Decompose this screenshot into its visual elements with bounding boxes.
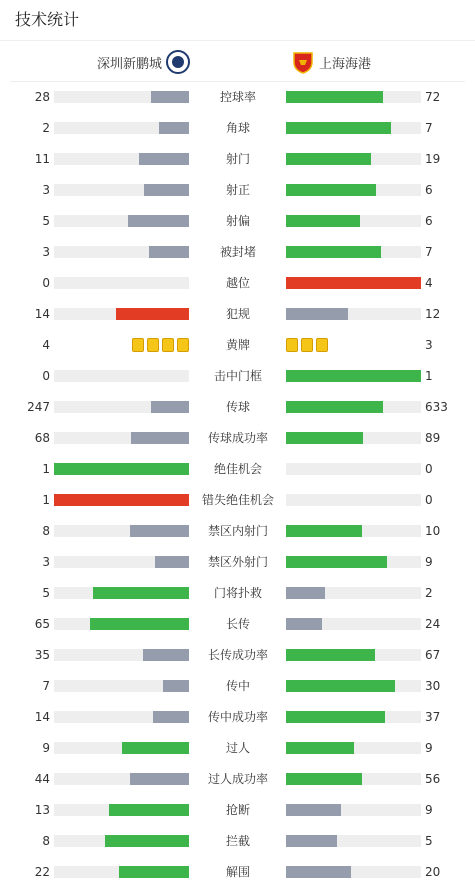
home-bar-fill [153,711,189,723]
away-value: 0 [425,462,433,476]
stat-row [0,236,475,267]
yellow-card-icon [301,338,313,352]
away-bar-track [286,308,421,320]
away-yellow-cards [286,338,328,352]
away-bar-track [286,866,421,878]
home-bar-track [54,246,189,258]
stat-row [0,639,475,670]
away-value: 633 [425,400,448,414]
home-bar-fill [159,122,189,134]
stat-row [0,360,475,391]
stat-label: 传球 [225,400,250,414]
away-value: 5 [425,834,433,848]
home-value: 22 [34,865,50,879]
away-value: 1 [425,369,433,383]
stat-row [0,608,475,639]
home-bar-track [54,401,189,413]
away-value: 19 [425,152,441,166]
away-bar-fill [286,804,341,816]
away-bar-fill [286,680,395,692]
stat-row [0,174,475,205]
home-value: 1 [42,493,50,507]
home-bar-fill [90,618,189,630]
home-value: 3 [42,555,50,569]
home-bar-track [54,649,189,661]
stat-label: 过人 [225,741,250,755]
stat-row [0,515,475,546]
home-bar-track [54,587,189,599]
stat-row [0,825,475,856]
home-value: 8 [42,524,50,538]
away-bar-fill [286,215,360,227]
stats-list [0,81,475,887]
stat-label: 角球 [225,121,250,135]
home-bar-fill [163,680,189,692]
home-bar-track [54,215,189,227]
away-value: 12 [425,307,441,321]
away-bar-fill [286,122,391,134]
stat-label: 长传 [225,617,250,631]
stat-label: 击中门框 [213,369,262,383]
home-bar-fill [130,773,189,785]
stat-row [0,112,475,143]
stat-label: 拦截 [225,834,250,848]
home-bar-fill [122,742,190,754]
home-bar-fill [131,432,189,444]
home-value: 35 [34,648,50,662]
stat-row [0,546,475,577]
away-team-name: 上海海港 [319,56,372,72]
home-value: 3 [42,245,50,259]
away-bar-track [286,215,421,227]
home-bar-track [54,463,189,475]
yellow-card-icon [316,338,328,352]
home-bar-track [54,432,189,444]
home-value: 68 [34,431,50,445]
away-bar-fill [286,618,322,630]
away-bar-fill [286,866,351,878]
away-value: 89 [425,431,441,445]
home-value: 13 [34,803,50,817]
stat-row [0,732,475,763]
away-bar-fill [286,246,381,258]
stat-row [0,453,475,484]
away-value: 9 [425,803,433,817]
away-bar-track [286,184,421,196]
yellow-card-icon [147,338,159,352]
stat-label: 错失绝佳机会 [201,493,274,507]
away-value: 7 [425,121,433,135]
home-bar-fill [149,246,190,258]
away-bar-track [286,525,421,537]
shanghai-port-crest-icon [292,50,314,74]
home-value: 4 [42,338,50,352]
away-bar-fill [286,370,421,382]
away-bar-fill [286,773,362,785]
stat-label: 射门 [225,152,250,166]
away-bar-track [286,153,421,165]
stat-row [0,143,475,174]
stat-row [0,670,475,701]
away-bar-track [286,680,421,692]
home-bar-track [54,866,189,878]
home-value: 65 [34,617,50,631]
away-bar-fill [286,587,325,599]
home-bar-fill [116,308,189,320]
away-value: 4 [425,276,433,290]
away-bar-track [286,432,421,444]
stat-label: 禁区内射门 [207,524,268,538]
stat-row [0,701,475,732]
stat-label: 绝佳机会 [213,462,262,476]
away-bar-track [286,277,421,289]
home-bar-track [54,370,189,382]
home-value: 44 [34,772,50,786]
stat-label: 抢断 [225,803,250,817]
away-team[interactable] [292,47,371,77]
away-value: 56 [425,772,441,786]
home-bar-track [54,680,189,692]
stat-row [0,422,475,453]
away-value: 6 [425,183,433,197]
home-bar-track [54,494,189,506]
home-bar-fill [143,649,189,661]
stat-row [0,329,475,360]
away-bar-track [286,773,421,785]
title-divider [0,40,475,41]
yellow-card-icon [132,338,144,352]
away-bar-fill [286,525,362,537]
stat-label: 被封堵 [219,245,256,259]
home-bar-fill [93,587,189,599]
away-value: 6 [425,214,433,228]
page-title: 技术统计 [15,10,80,29]
away-value: 20 [425,865,441,879]
home-value: 5 [42,586,50,600]
yellow-card-icon [286,338,298,352]
away-value: 30 [425,679,441,693]
stat-label: 越位 [225,276,250,290]
away-bar-track [286,649,421,661]
away-bar-track [286,494,421,506]
stat-row [0,267,475,298]
home-team[interactable] [97,47,190,77]
away-bar-track [286,401,421,413]
away-bar-fill [286,308,348,320]
home-bar-track [54,91,189,103]
home-bar-fill [105,835,189,847]
home-bar-track [54,618,189,630]
stat-label: 传球成功率 [207,431,268,445]
stat-row [0,484,475,515]
stat-label: 射偏 [225,214,250,228]
home-bar-track [54,525,189,537]
away-bar-fill [286,91,383,103]
away-bar-fill [286,649,375,661]
away-value: 10 [425,524,441,538]
away-bar-fill [286,401,383,413]
home-bar-fill [144,184,189,196]
home-value: 3 [42,183,50,197]
home-bar-track [54,308,189,320]
away-value: 2 [425,586,433,600]
away-bar-track [286,711,421,723]
away-value: 3 [425,338,433,352]
home-value: 2 [42,121,50,135]
away-value: 72 [425,90,441,104]
away-bar-track [286,91,421,103]
away-bar-track [286,122,421,134]
away-value: 0 [425,493,433,507]
away-value: 9 [425,555,433,569]
stat-row [0,391,475,422]
stat-row [0,794,475,825]
home-value: 0 [42,276,50,290]
away-value: 37 [425,710,441,724]
home-value: 7 [42,679,50,693]
stat-label: 控球率 [219,90,256,104]
home-bar-track [54,184,189,196]
away-bar-fill [286,432,363,444]
home-bar-fill [139,153,189,165]
away-bar-track [286,246,421,258]
home-bar-fill [151,401,189,413]
home-bar-track [54,711,189,723]
away-bar-track [286,370,421,382]
home-bar-fill [155,556,189,568]
stat-label: 禁区外射门 [207,555,268,569]
home-value: 14 [34,307,50,321]
stat-label: 长传成功率 [207,648,268,662]
home-value: 9 [42,741,50,755]
stat-label: 传中成功率 [207,710,268,724]
home-bar-track [54,804,189,816]
stat-label: 解围 [225,865,250,879]
away-value: 67 [425,648,441,662]
stat-row [0,205,475,236]
home-bar-track [54,556,189,568]
stat-row [0,763,475,794]
stat-label: 射正 [225,183,250,197]
home-value: 11 [34,152,50,166]
away-bar-fill [286,184,376,196]
home-bar-track [54,773,189,785]
home-bar-fill [54,463,189,475]
home-bar-track [54,835,189,847]
stat-row [0,856,475,887]
stat-label: 传中 [225,679,250,693]
away-bar-track [286,835,421,847]
home-value: 1 [42,462,50,476]
away-bar-fill [286,711,385,723]
home-value: 14 [34,710,50,724]
home-value: 28 [34,90,50,104]
home-value: 0 [42,369,50,383]
home-value: 8 [42,834,50,848]
away-bar-track [286,742,421,754]
away-bar-track [286,556,421,568]
home-value: 5 [42,214,50,228]
home-bar-fill [119,866,189,878]
home-bar-fill [130,525,189,537]
team-header [10,47,465,77]
home-bar-track [54,277,189,289]
stat-label: 过人成功率 [207,772,268,786]
home-bar-track [54,742,189,754]
stat-label: 犯规 [225,307,250,321]
away-bar-fill [286,277,421,289]
away-bar-fill [286,153,371,165]
away-bar-track [286,463,421,475]
away-value: 24 [425,617,441,631]
home-yellow-cards [132,338,189,352]
yellow-card-icon [162,338,174,352]
away-bar-fill [286,742,354,754]
stat-row [0,81,475,112]
away-value: 7 [425,245,433,259]
stat-row [0,577,475,608]
home-bar-fill [128,215,189,227]
home-bar-track [54,122,189,134]
home-bar-fill [151,91,189,103]
home-bar-track [54,153,189,165]
home-value: 247 [27,400,50,414]
away-bar-fill [286,556,387,568]
away-bar-track [286,618,421,630]
away-value: 9 [425,741,433,755]
yellow-card-icon [177,338,189,352]
stat-label: 黄牌 [225,338,250,352]
away-bar-track [286,804,421,816]
away-bar-fill [286,835,337,847]
home-bar-fill [54,494,189,506]
shenzhen-xinpengcheng-crest-icon [166,50,190,74]
stat-label: 门将扑救 [213,586,262,600]
home-team-name: 深圳新鹏城 [96,56,162,72]
home-bar-fill [109,804,189,816]
stat-row [0,298,475,329]
away-bar-track [286,587,421,599]
